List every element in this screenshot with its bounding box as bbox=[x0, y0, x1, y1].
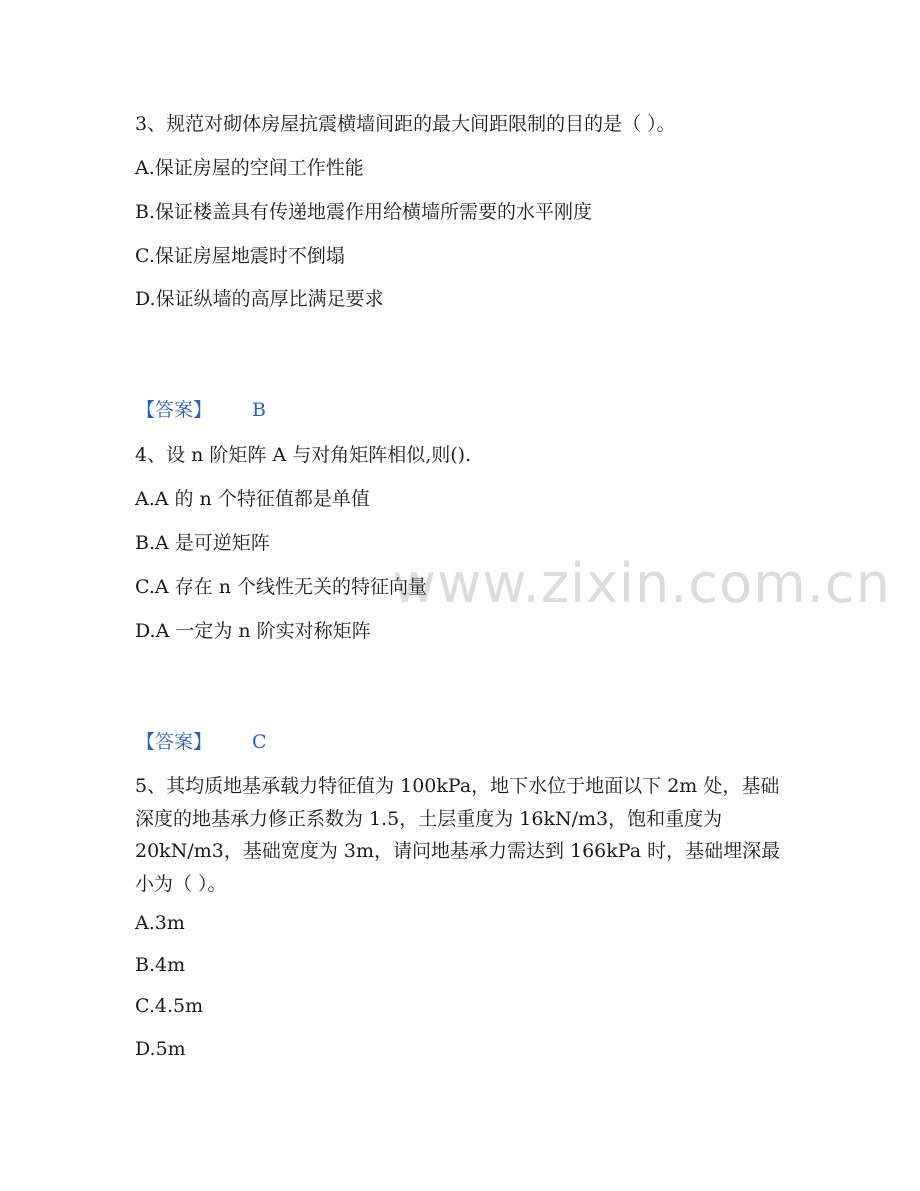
question-5-option-d: D.5m bbox=[135, 1038, 186, 1060]
watermark: www.zixin.com.cn bbox=[392, 552, 891, 615]
question-4-answer bbox=[136, 731, 267, 753]
answer-tag: 【答案】 bbox=[136, 399, 213, 421]
question-5-option-b: B.4m bbox=[135, 954, 186, 976]
question-3-option-a: A.保证房屋的空间工作性能 bbox=[135, 157, 364, 179]
question-4-option-a: A.A 的 n 个特征值都是单值 bbox=[135, 488, 370, 510]
question-5-option-a: A.3m bbox=[135, 912, 185, 934]
question-3-answer bbox=[136, 399, 266, 421]
question-3-option-b: B.保证楼盖具有传递地震作用给横墙所需要的水平刚度 bbox=[135, 201, 593, 223]
answer-value: B bbox=[252, 399, 266, 421]
question-4-option-d: D.A 一定为 n 阶实对称矩阵 bbox=[135, 620, 371, 642]
answer-value: C bbox=[252, 731, 267, 753]
answer-tag: 【答案】 bbox=[136, 731, 213, 753]
question-4-stem: 4、设 n 阶矩阵 A 与对角矩阵相似,则(). bbox=[135, 444, 472, 466]
question-5-option-c: C.4.5m bbox=[135, 995, 204, 1017]
question-3-option-d: D.保证纵墙的高厚比满足要求 bbox=[135, 288, 384, 310]
question-4-option-c: C.A 存在 n 个线性无关的特征向量 bbox=[135, 576, 427, 598]
question-3-option-c: C.保证房屋地震时不倒塌 bbox=[135, 245, 345, 267]
question-4-option-b: B.A 是可逆矩阵 bbox=[135, 532, 270, 554]
question-3-stem: 3、规范对砌体房屋抗震横墙间距的最大间距限制的目的是（ ）。 bbox=[135, 113, 676, 135]
question-5-stem: 5、其均质地基承载力特征值为 100kPa，地下水位于地面以下 2m 处，基础深度的地基承力修正系数为 1.5，土层重度为 16kN/m3，饱和重度为 20kN/m3，基础宽度为 3m，请问地基承力需达到 166kPa 时，基础埋深最小为（ ）。 bbox=[135, 775, 781, 895]
